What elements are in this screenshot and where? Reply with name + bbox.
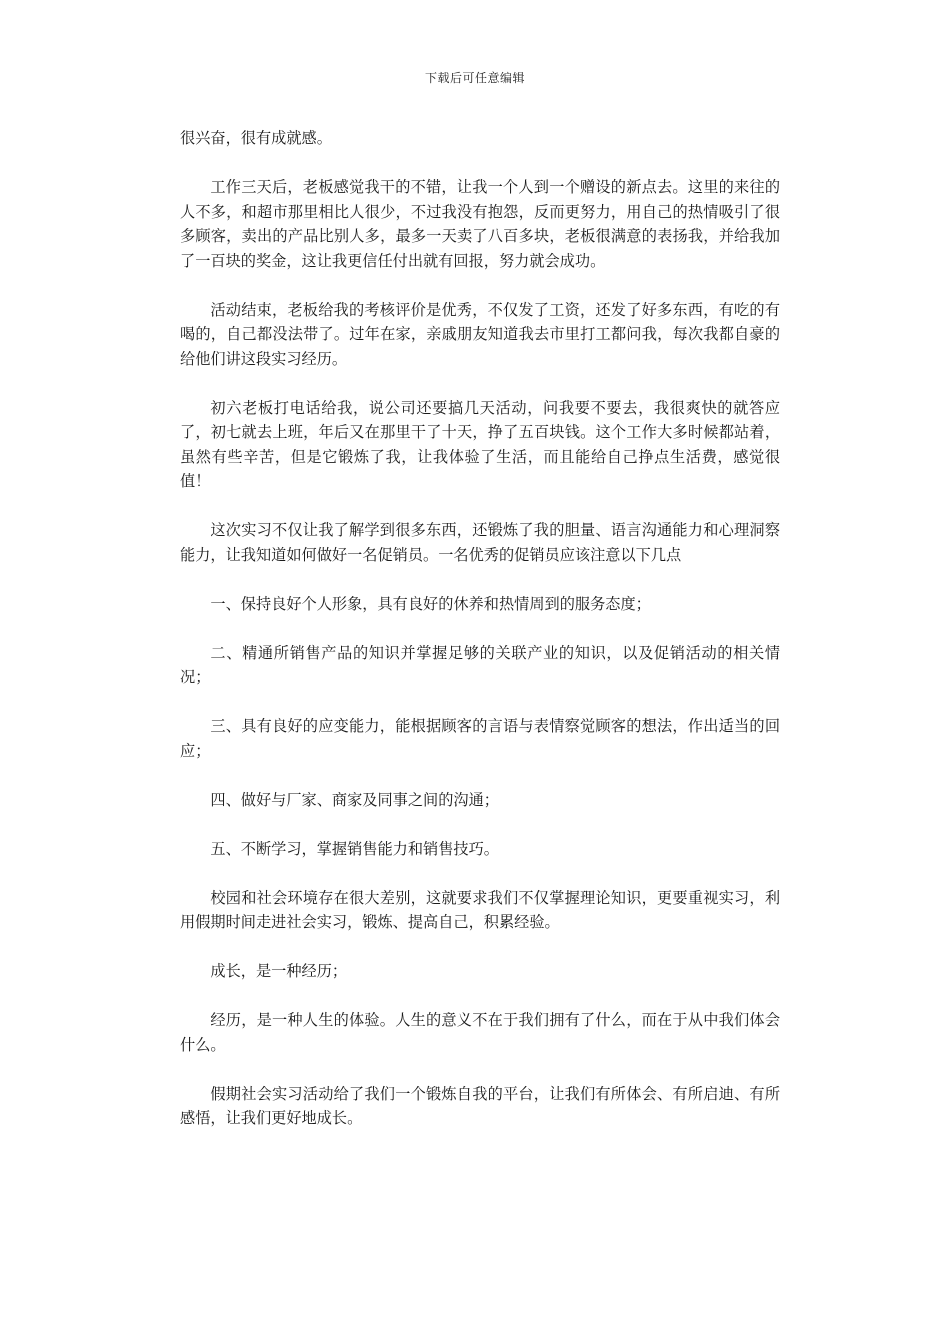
list-item-paragraph: 一、保持良好个人形象，具有良好的休养和热情周到的服务态度；: [210, 594, 651, 613]
list-item-paragraph: 三、具有良好的应变能力，能根据顾客的言语与表情察觉顾客的想法，作出适当的回应；: [180, 717, 780, 760]
paragraph: 这次实习不仅让我了解学到很多东西，还锻炼了我的胆量、语言沟通能力和心理洞察能力，让我知道如何做好一名促销员。一名优秀的促销员应该注意以下几点: [180, 521, 780, 564]
paragraph: 很兴奋，很有成就感。: [180, 129, 332, 147]
list-item-paragraph: 五、不断学习，掌握销售能力和销售技巧。: [210, 839, 499, 858]
list-item-paragraph: 四、做好与厂家、商家及同事之间的沟通；: [210, 790, 499, 809]
paragraph: 初六老板打电话给我，说公司还要搞几天活动，问我要不要去，我很爽快的就答应了，初七就去上班，年后又在那里干了十天，挣了五百块钱。这个工作大多时候都站着，虽然有些辛苦，但是它锻炼了我，让我体验了生活，而且能给自己挣点生活费，感觉很值！: [180, 398, 780, 490]
paragraph: 成长，是一种经历；: [210, 962, 348, 980]
document-body: [180, 126, 780, 1155]
paragraph: 活动结束，老板给我的考核评价是优秀，不仅发了工资，还发了好多东西，有吃的有喝的，自己都没法带了。过年在家，亲戚朋友知道我去市里打工都问我，每次我都自豪的给他们讲这段实习经历。: [180, 300, 780, 368]
paragraph: 经历，是一种人生的体验。人生的意义不在于我们拥有了什么，而在于从中我们体会什么。: [180, 1011, 780, 1054]
header-note: 下载后可任意编辑: [424, 71, 525, 85]
paragraph: 假期社会实习活动给了我们一个锻炼自我的平台，让我们有所体会、有所启迪、有所感悟，让我们更好地成长。: [180, 1084, 780, 1127]
paragraph: 校园和社会环境存在很大差别，这就要求我们不仅掌握理论知识，更要重视实习，利用假期时间走进社会实习，锻炼、提高自己，积累经验。: [180, 888, 780, 931]
paragraph: 工作三天后，老板感觉我干的不错，让我一个人到一个赠设的新点去。这里的来往的人不多，和超市那里相比人很少，不过我没有抱怨，反而更努力，用自己的热情吸引了很多顾客，卖出的产品比别人多，最多一天卖了八百多块，老板很满意的表扬我，并给我加了一百块的奖金，这让我更信任付出就有回报，努力就会成功。: [180, 178, 780, 270]
list-item-paragraph: 二、精通所销售产品的知识并掌握足够的关联产业的知识，以及促销活动的相关情况；: [180, 643, 780, 686]
